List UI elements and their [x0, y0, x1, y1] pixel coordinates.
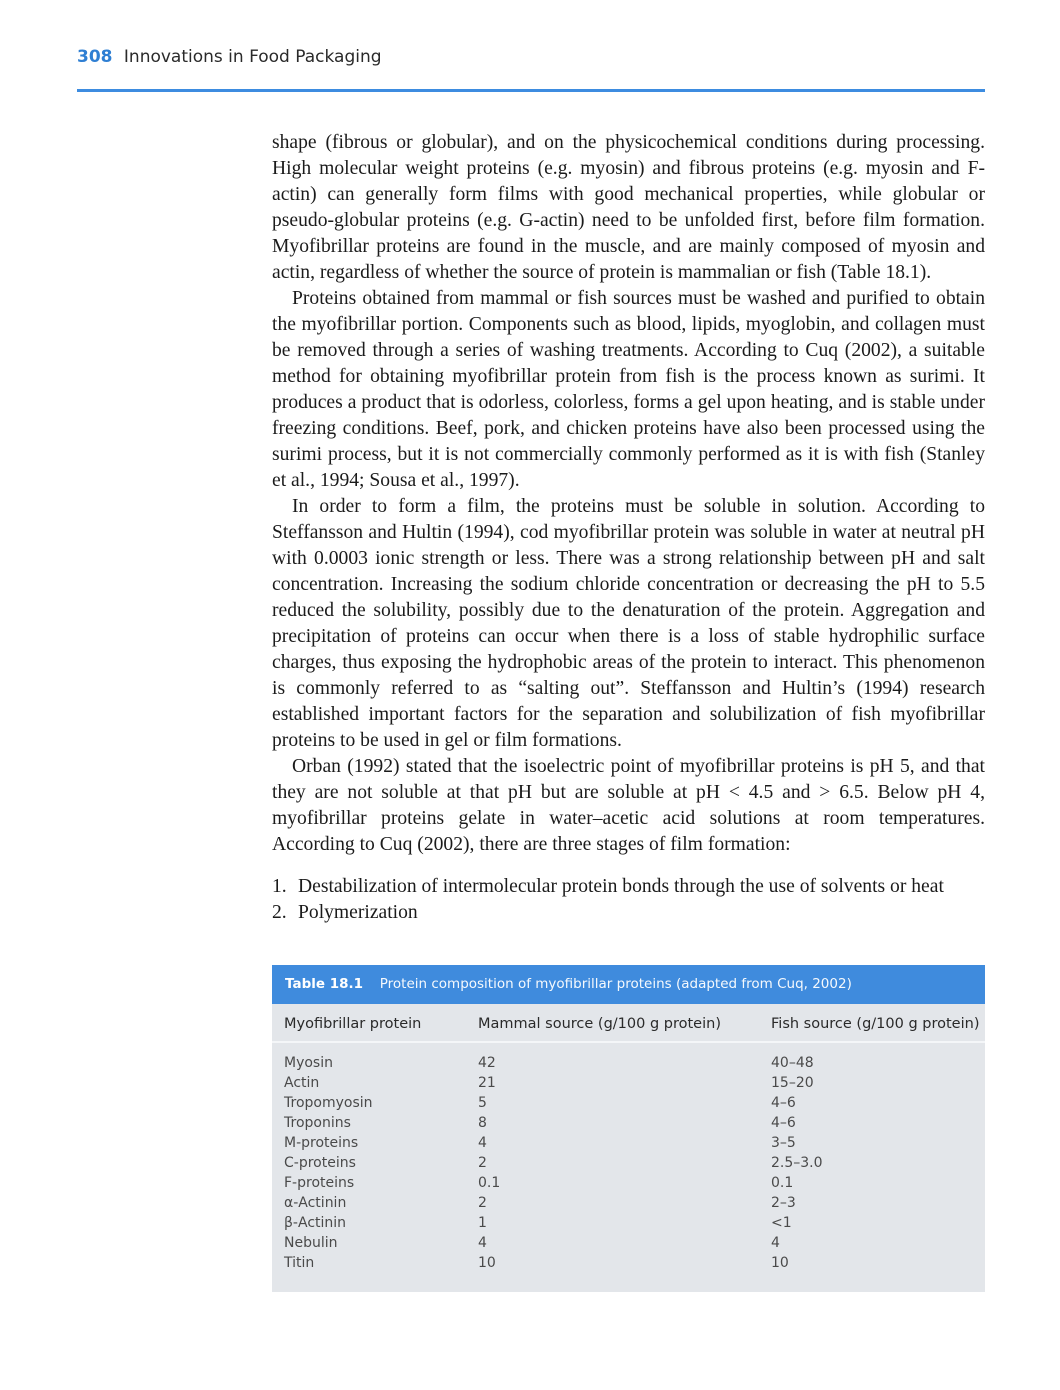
list-number: 2.: [272, 902, 287, 923]
table-cell: 10: [478, 1255, 496, 1271]
table-row: [272, 1133, 985, 1153]
paragraph: Proteins obtained from mammal or fish sources must be washed and purified to obtain the myofibrillar portion. Components such as blood, lipids, myoglobin, and collagen must be removed through a series of washing treatments. According to Cuq (2002), a suitable method for obtaining myofibrillar protein from fish is the process known as surimi. It produces a product that is odorless, colorless, forms a gel upon heating, and is stable under freezing conditions. Beef, pork, and chicken proteins have also been processed using the surimi process, but it is not commercially commonly performed as it is with fish (Stanley et al., 1994; Sousa et al., 1997).: [272, 288, 985, 491]
table-cell: 0.1: [771, 1175, 794, 1191]
table-cell: 4: [478, 1135, 487, 1151]
table-cell: <1: [771, 1215, 792, 1231]
table-header-row: [272, 1004, 985, 1043]
table-cell: 2–3: [771, 1195, 796, 1211]
paragraph: Orban (1992) stated that the isoelectric point of myofibrillar proteins is pH 5, and that they are not soluble at that pH but are soluble at pH < 4.5 and > 6.5. Below pH 4, myofibrillar proteins gelate in water–acetic acid solutions at room temperatures. According to Cuq (2002), there are three stages of film formation:: [272, 756, 985, 855]
column-header: Myofibrillar protein: [284, 1016, 422, 1032]
table-cell: 2: [478, 1195, 487, 1211]
table-cell: 21: [478, 1075, 496, 1091]
column-header: Mammal source (g/100 g protein): [478, 1016, 721, 1032]
table-cell: C-proteins: [284, 1155, 356, 1171]
table-cell: Tropomyosin: [284, 1095, 373, 1111]
numbered-list: [272, 874, 985, 926]
body-text: [272, 130, 985, 858]
table-cell: 4: [478, 1235, 487, 1251]
table-cell: 1: [478, 1215, 487, 1231]
running-title: Innovations in Food Packaging: [123, 47, 382, 67]
table-cell: M-proteins: [284, 1135, 359, 1151]
table-cell: 15–20: [771, 1075, 814, 1091]
table-title: Protein composition of myofibrillar proteins (adapted from Cuq, 2002): [379, 976, 852, 992]
running-header: [77, 47, 382, 67]
table-row: [272, 1153, 985, 1173]
table-cell: F-proteins: [284, 1175, 355, 1191]
table-body: [272, 1043, 985, 1273]
table-cell: 2.5–3.0: [771, 1155, 823, 1171]
page-number: 308: [77, 47, 113, 67]
table-cell: α-Actinin: [284, 1195, 347, 1211]
table-cell: Actin: [284, 1075, 320, 1091]
table-cell: 4: [771, 1235, 780, 1251]
table-cell: 3–5: [771, 1135, 796, 1151]
paragraph: In order to form a film, the proteins must be soluble in solution. According to Steffansson and Hultin (1994), cod myofibrillar protein was soluble in water at neutral pH with 0.0003 ionic strength or less. There was a strong relationship between pH and salt concentration. Increasing the sodium chloride concentration or decreasing the pH to 5.5 reduced the solubility, possibly due to the denaturation of the protein. Aggregation and precipitation of proteins can occur when there is a loss of stable hydrophilic surface charges, thus exposing the hydrophobic areas of the protein to interact. This phenomenon is commonly referred to as “salting out”. Steffansson and Hultin’s (1994) research established important factors for the separation and solubilization of fish myofibrillar proteins to be used in gel or film formations.: [272, 496, 985, 751]
table-cell: 5: [478, 1095, 487, 1111]
table-row: [272, 1233, 985, 1253]
paragraph: shape (fibrous or globular), and on the physicochemical conditions during processing. High molecular weight proteins (e.g. myosin) and fibrous proteins (e.g. myosin and F-actin) can generally form films with good mechanical properties, while globular or pseudo-globular proteins (e.g. G-actin) need to be unfolded first, before film formation. Myofibrillar proteins are found in the muscle, and are mainly composed of myosin and actin, regardless of whether the source of protein is mammalian or fish (Table 18.1).: [272, 132, 985, 283]
table-cell: Myosin: [284, 1055, 333, 1071]
table-cell: 40–48: [771, 1055, 814, 1071]
list-text: Destabilization of intermolecular protein bonds through the use of solvents or heat: [298, 876, 944, 897]
table-cell: 4–6: [771, 1095, 796, 1111]
column-header: Fish source (g/100 g protein): [771, 1016, 980, 1032]
table-row: [272, 1053, 985, 1073]
table-label: Table 18.1: [285, 976, 364, 992]
table-cell: 0.1: [478, 1175, 501, 1191]
protein-table: [272, 965, 985, 1292]
table-row: [272, 1113, 985, 1133]
table-row: [272, 1193, 985, 1213]
table-cell: β-Actinin: [284, 1215, 347, 1231]
list-item: [272, 874, 985, 900]
table-caption: [272, 965, 985, 1004]
table-cell: Nebulin: [284, 1235, 338, 1251]
table-cell: 10: [771, 1255, 789, 1271]
list-number: 1.: [272, 876, 287, 897]
table-cell: Troponins: [284, 1115, 351, 1131]
table-cell: 2: [478, 1155, 487, 1171]
table-cell: 4–6: [771, 1115, 796, 1131]
table-cell: Titin: [284, 1255, 315, 1271]
table-row: [272, 1173, 985, 1193]
table-row: [272, 1093, 985, 1113]
table-row: [272, 1213, 985, 1233]
list-text: Polymerization: [298, 902, 418, 923]
list-item: [272, 900, 985, 926]
table-cell: 42: [478, 1055, 496, 1071]
header-rule: [77, 89, 985, 92]
table-cell: 8: [478, 1115, 487, 1131]
table-row: [272, 1073, 985, 1093]
table-row: [272, 1253, 985, 1273]
